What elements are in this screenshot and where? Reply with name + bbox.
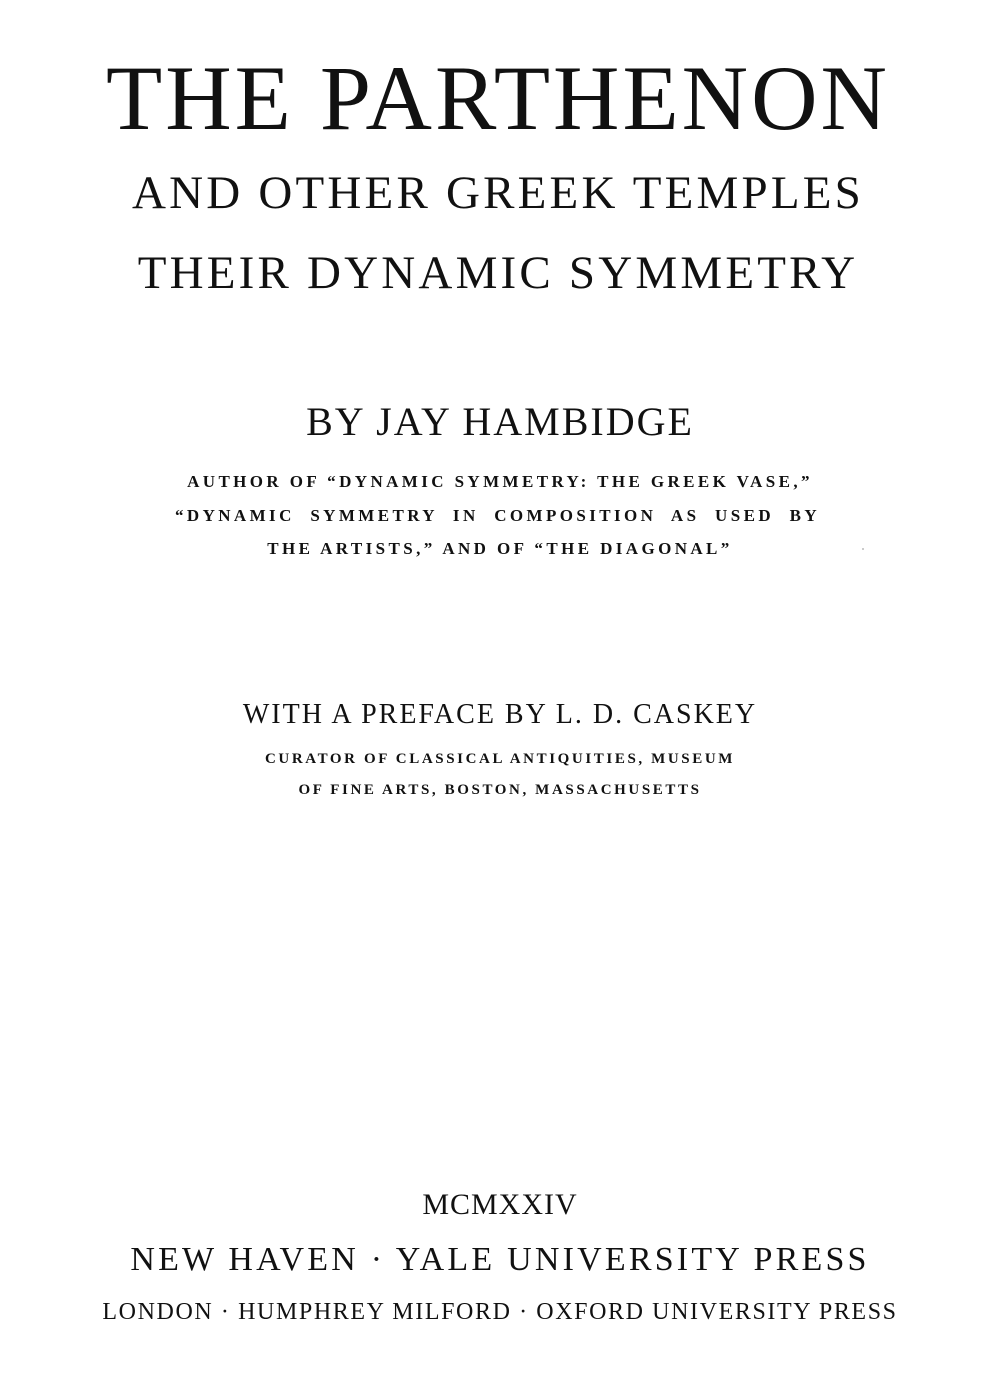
book-subtitle-line-2: THEIR DYNAMIC SYMMETRY — [137, 247, 859, 299]
book-title: THE PARTHENON — [106, 47, 890, 149]
author-note-line-2: “DYNAMIC SYMMETRY IN COMPOSITION AS USED BY — [175, 506, 820, 525]
preface-note-line-1: CURATOR OF CLASSICAL ANTIQUITIES, MUSEUM — [264, 751, 736, 767]
book-subtitle-line-1: AND OTHER GREEK TEMPLES — [131, 167, 865, 219]
paper-speck — [862, 548, 864, 550]
preface-byline: WITH A PREFACE BY L. D. CASKEY — [242, 699, 758, 730]
london-publisher-line: LONDON · HUMPHREY MILFORD · OXFORD UNIVERSITY PRESS — [102, 1299, 898, 1325]
preface-note-line-2: OF FINE ARTS, BOSTON, MASSACHUSETTS — [298, 782, 702, 798]
author-note-line-1: AUTHOR OF “DYNAMIC SYMMETRY: THE GREEK VASE,” — [187, 472, 813, 491]
publication-year: MCMXXIV — [422, 1188, 578, 1221]
author-byline: BY JAY HAMBIDGE — [306, 399, 694, 444]
author-note-line-3: THE ARTISTS,” AND OF “THE DIAGONAL” — [267, 539, 733, 558]
publisher-line: NEW HAVEN · YALE UNIVERSITY PRESS — [130, 1241, 870, 1278]
